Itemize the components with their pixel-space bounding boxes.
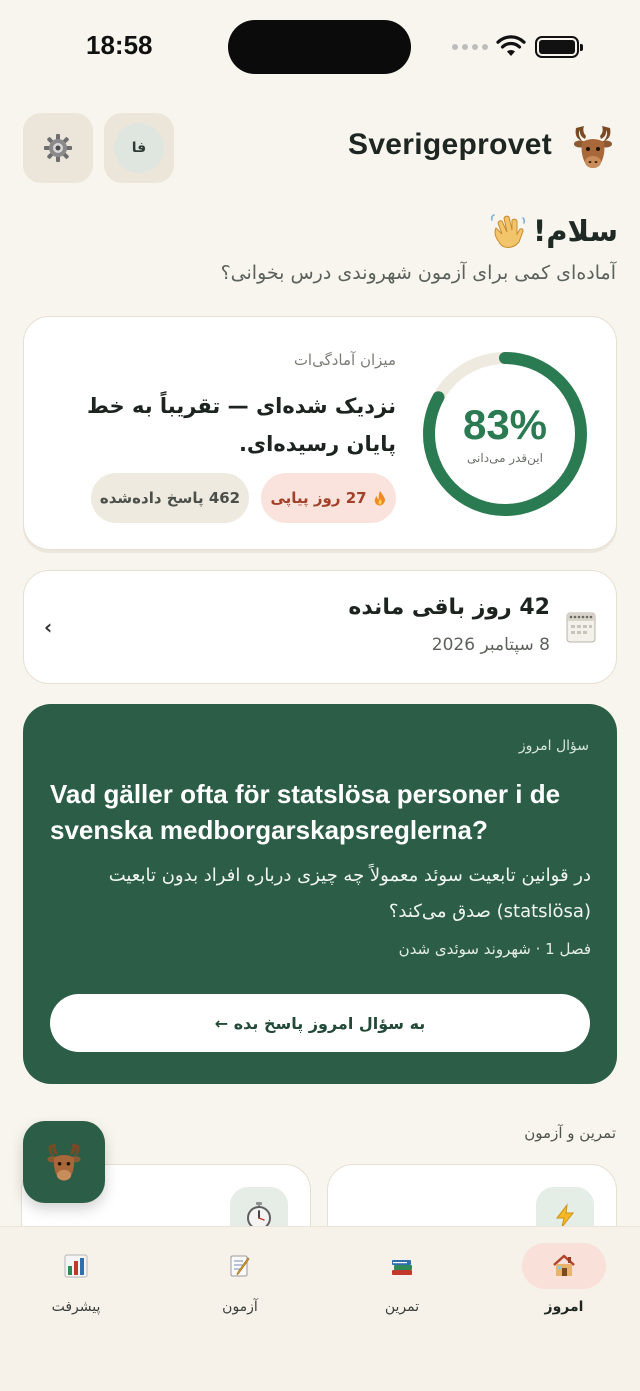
- books-icon: [389, 1253, 415, 1279]
- question-swedish: Vad gäller ofta för statslösa personer i de svenska medborgarskapsreglerna?: [50, 779, 561, 845]
- chevron-left-icon: ‹: [44, 615, 53, 639]
- bottom-tab-bar: [0, 1226, 640, 1391]
- language-chip: فا: [114, 123, 164, 173]
- moose-icon: [568, 122, 618, 172]
- wifi-icon: [496, 34, 526, 58]
- status-time: 18:58: [86, 30, 153, 60]
- calendar-icon: [566, 609, 596, 643]
- greeting-title: [489, 212, 618, 250]
- question-of-day-label: سؤال امروز: [518, 738, 589, 754]
- tab-progress[interactable]: [21, 1243, 131, 1315]
- memo-icon: [227, 1253, 253, 1279]
- question-of-day-card: [23, 704, 617, 1084]
- cellular-signal-icon: [452, 44, 488, 50]
- tab-today[interactable]: [509, 1243, 619, 1315]
- tab-icon-wrap: [198, 1243, 282, 1289]
- streak-badge: [261, 473, 396, 523]
- answer-question-button[interactable]: به سؤال امروز پاسخ بده ←: [50, 994, 590, 1052]
- countdown-title: 42 روز باقی مانده: [348, 595, 550, 620]
- question-chapter: فصل 1 · شهروند سوئدی شدن: [398, 940, 591, 958]
- readiness-label: میزان آمادگی‌ات: [293, 351, 396, 369]
- settings-button[interactable]: [23, 113, 93, 183]
- tab-label: امروز: [544, 1299, 584, 1315]
- dynamic-island: [228, 20, 411, 74]
- exam-date: 8 سپتامبر 2026: [431, 635, 550, 655]
- bar-chart-icon: [63, 1253, 89, 1279]
- question-translation: در قوانین تابعیت سوئد معمولاً چه چیزی درباره افراد بدون تابعیت (statslösa) صدق می‌کند؟: [108, 865, 591, 922]
- practice-section-label: تمرین و آزمون: [524, 1124, 616, 1142]
- tab-icon-wrap: [522, 1243, 606, 1289]
- tab-label: تمرین: [384, 1299, 420, 1315]
- greeting-subtitle: آماده‌ای کمی برای آزمون شهروندی درس بخوانی؟: [220, 262, 616, 284]
- greeting-text: سلام!: [532, 214, 618, 248]
- gear-icon: [43, 133, 73, 163]
- tab-label: آزمون: [222, 1299, 258, 1315]
- battery-icon: [535, 36, 579, 58]
- house-icon: [551, 1253, 577, 1279]
- fire-icon: [373, 490, 387, 506]
- readiness-caption: این‌قدر می‌دانی: [467, 451, 543, 465]
- streak-text: 27 روز پیاپی: [270, 489, 367, 507]
- mascot-fab-button[interactable]: [23, 1121, 105, 1203]
- readiness-message: نزدیک شده‌ای — تقریباً به خط پایان رسیده‌ای.: [87, 394, 396, 456]
- tab-practice[interactable]: [347, 1243, 457, 1315]
- answers-badge: 462 پاسخ داده‌شده: [91, 473, 249, 523]
- waving-hand-icon: [489, 212, 527, 250]
- tab-icon-wrap: [34, 1243, 118, 1289]
- tab-icon-wrap: [360, 1243, 444, 1289]
- readiness-percent: 83%: [462, 401, 548, 448]
- language-button[interactable]: [104, 113, 174, 183]
- tab-exam[interactable]: [185, 1243, 295, 1315]
- moose-icon: [42, 1140, 86, 1184]
- exam-countdown-card[interactable]: [23, 570, 617, 684]
- readiness-card[interactable]: [23, 316, 617, 550]
- app-title: Sverigeprovet: [348, 128, 552, 161]
- tab-label: پیشرفت: [51, 1299, 101, 1315]
